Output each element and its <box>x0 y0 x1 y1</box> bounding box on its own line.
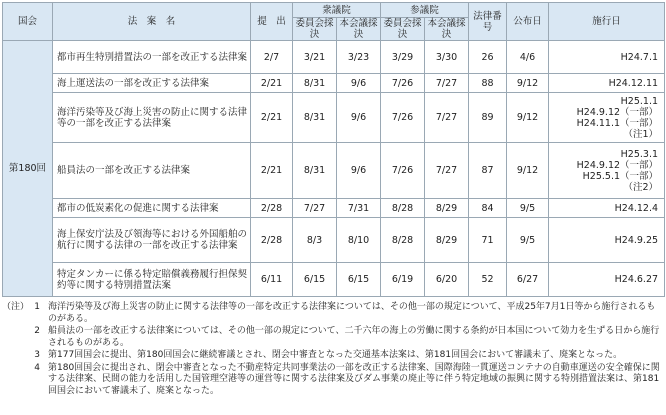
promulgation-date: 9/5 <box>507 218 549 263</box>
header-promulgation: 公布日 <box>507 3 549 41</box>
submitted-date: 2/21 <box>251 143 293 199</box>
session-label: 第180回 <box>3 41 53 297</box>
header-bill-name: 法 案 名 <box>53 3 251 41</box>
bill-name: 特定タンカーに係る特定賠償義務履行担保契約等に関する特別措置法案 <box>53 263 251 297</box>
table-row <box>3 218 665 263</box>
hr-committee-date: 8/31 <box>293 74 337 93</box>
bill-name: 都市の低炭素化の促進に関する法律案 <box>53 199 251 218</box>
law-number: 26 <box>469 41 507 74</box>
header-session: 国会 <box>3 3 53 41</box>
hc-plenary-date: 8/29 <box>425 218 469 263</box>
bills-table <box>2 2 665 297</box>
submitted-date: 2/21 <box>251 93 293 143</box>
footnote-number: 1 <box>34 302 40 312</box>
effective-date: H24.7.1 <box>549 41 665 74</box>
hr-committee-date: 8/3 <box>293 218 337 263</box>
hr-plenary-date: 9/6 <box>337 143 381 199</box>
hr-committee-date: 3/21 <box>293 41 337 74</box>
bill-name: 都市再生特別措置法の一部を改正する法律案 <box>53 41 251 74</box>
footnote-text: 第177回国会に提出、第180回国会に継続審議とされ、閉会中審査となった交通基本法案は、第181回国会において審議未了、廃案となった。 <box>48 350 623 360</box>
law-number: 89 <box>469 93 507 143</box>
law-number: 84 <box>469 199 507 218</box>
footnotes <box>2 302 662 398</box>
hc-committee-date: 7/26 <box>381 74 425 93</box>
submitted-date: 2/28 <box>251 218 293 263</box>
promulgation-date: 9/12 <box>507 74 549 93</box>
header-submitted: 提 出 <box>251 3 293 41</box>
header-hc-plenary: 本会議採決 <box>425 18 469 41</box>
footnote <box>2 326 662 349</box>
footnote-number: 3 <box>34 350 40 360</box>
hr-committee-date: 8/31 <box>293 143 337 199</box>
footnote-text: 海洋汚染等及び海上災害の防止に関する法律等の一部を改正する法律案については、その他一部の規定について、平成25年7月1日等から施行されるものがある。 <box>48 302 656 324</box>
footnote <box>2 363 662 398</box>
effective-date: H24.12.4 <box>549 199 665 218</box>
hc-committee-date: 7/26 <box>381 143 425 199</box>
hr-committee-date: 8/31 <box>293 93 337 143</box>
submitted-date: 2/21 <box>251 74 293 93</box>
hr-plenary-date: 8/10 <box>337 218 381 263</box>
hc-plenary-date: 8/29 <box>425 199 469 218</box>
header-house-of-councillors: 参議院 <box>381 3 469 18</box>
law-number: 52 <box>469 263 507 297</box>
table-row <box>3 143 665 199</box>
footnote-text: 第180回国会に提出され、閉会中審査となった不動産特定共同事業法の一部を改正する法律案、国際海陸一貫運送コンテナの自動車運送の安全確保に関する法律案、民間の能力を活用した国管理空港等の運営等に関する法律案及びダム事業の廃止等に伴う特定地域の振興に関する特別措置法案は、第181回国会において審議未了、廃案となった。 <box>48 362 660 396</box>
hc-committee-date: 6/19 <box>381 263 425 297</box>
hc-committee-date: 8/28 <box>381 218 425 263</box>
table-row <box>3 93 665 143</box>
footnote <box>2 350 662 362</box>
header-hc-committee: 委員会採決 <box>381 18 425 41</box>
bill-name: 海上保安庁法及び領海等における外国船舶の航行に関する法律の一部を改正する法律案 <box>53 218 251 263</box>
footnote-number: 2 <box>34 326 40 336</box>
hc-plenary-date: 7/27 <box>425 74 469 93</box>
effective-date: H25.1.1 H24.9.12（一部） H24.11.1（一部） （注1） <box>549 93 665 143</box>
hr-committee-date: 7/27 <box>293 199 337 218</box>
hr-plenary-date: 9/6 <box>337 93 381 143</box>
law-number: 87 <box>469 143 507 199</box>
header-law-number: 法律番号 <box>469 3 507 41</box>
hr-plenary-date: 7/31 <box>337 199 381 218</box>
footnote-label: （注） <box>2 302 30 312</box>
hr-committee-date: 6/15 <box>293 263 337 297</box>
header-hr-plenary: 本会議採決 <box>337 18 381 41</box>
hc-committee-date: 3/29 <box>381 41 425 74</box>
footnote-number: 4 <box>34 362 40 373</box>
law-number: 88 <box>469 74 507 93</box>
submitted-date: 2/7 <box>251 41 293 74</box>
table-row <box>3 263 665 297</box>
table-row <box>3 74 665 93</box>
law-number: 71 <box>469 218 507 263</box>
bill-name: 海上運送法の一部を改正する法律案 <box>53 74 251 93</box>
hc-committee-date: 7/26 <box>381 93 425 143</box>
bill-name: 船員法の一部を改正する法律案 <box>53 143 251 199</box>
effective-date: H24.9.25 <box>549 218 665 263</box>
submitted-date: 6/11 <box>251 263 293 297</box>
hr-plenary-date: 6/15 <box>337 263 381 297</box>
hc-committee-date: 8/28 <box>381 199 425 218</box>
hc-plenary-date: 7/27 <box>425 143 469 199</box>
effective-date: H24.6.27 <box>549 263 665 297</box>
hr-plenary-date: 9/6 <box>337 74 381 93</box>
promulgation-date: 9/12 <box>507 143 549 199</box>
promulgation-date: 9/5 <box>507 199 549 218</box>
header-effective-date: 施行日 <box>549 3 665 41</box>
table-row <box>3 199 665 218</box>
header-hr-committee: 委員会採決 <box>293 18 337 41</box>
hc-plenary-date: 6/20 <box>425 263 469 297</box>
bill-name: 海洋汚染等及び海上災害の防止に関する法律等の一部を改正する法律案 <box>53 93 251 143</box>
promulgation-date: 6/27 <box>507 263 549 297</box>
promulgation-date: 9/12 <box>507 93 549 143</box>
footnote <box>2 302 662 325</box>
promulgation-date: 4/6 <box>507 41 549 74</box>
effective-date: H25.3.1 H24.9.12（一部） H25.5.1（一部） （注2） <box>549 143 665 199</box>
hr-plenary-date: 3/23 <box>337 41 381 74</box>
hc-plenary-date: 3/30 <box>425 41 469 74</box>
footnote-text: 船員法の一部を改正する法律案については、その他一部の規定について、二千六年の海上の労働に関する条約が日本国について効力を生ずる日から施行されるものがある。 <box>48 326 660 348</box>
effective-date: H24.12.11 <box>549 74 665 93</box>
submitted-date: 2/28 <box>251 199 293 218</box>
table-row <box>3 41 665 74</box>
hc-plenary-date: 7/27 <box>425 93 469 143</box>
header-house-of-representatives: 衆議院 <box>293 3 381 18</box>
